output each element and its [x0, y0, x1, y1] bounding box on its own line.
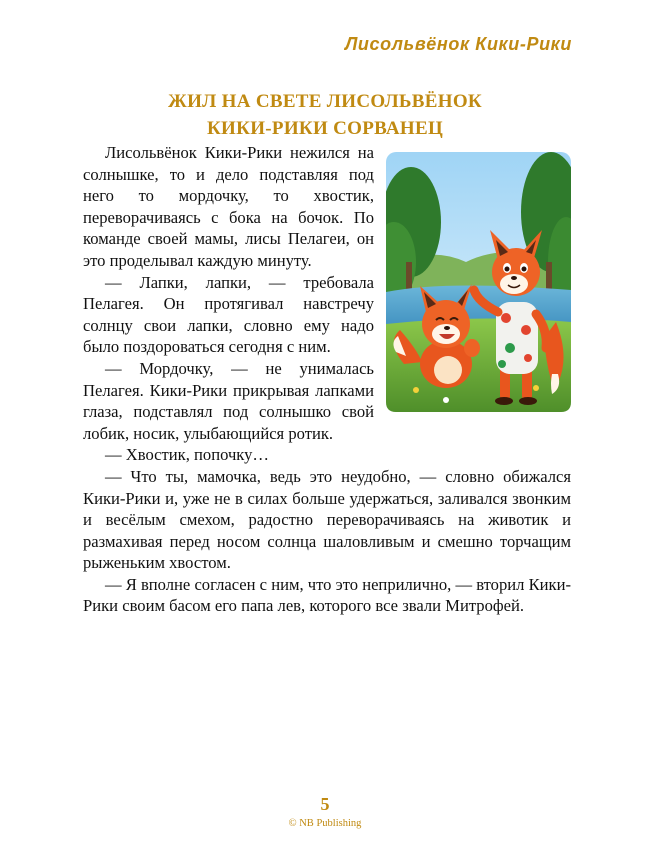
paragraph-6: — Я вполне согласен с ним, что это неприлично, — вторил Кики-Рики своим басом его папа лев, которого все звали Митрофей. — [83, 574, 571, 616]
publisher-credit: © NB Publishing — [288, 818, 362, 829]
paragraph-5: — Что ты, мамочка, ведь это неудобно, — словно обижался Кики-Рики и, уже не в силах больше удержаться, заливался звонким и весёлым смехом, радостно переворачиваясь на животик и размахивая перед носом солнца шаловливым и смешно торчащим рыженьким хвостом. — [83, 466, 571, 573]
page-number: 5 — [320, 794, 330, 814]
paragraph-2: — Лапки, лапки, — требовала Пелагея. Он протягивал навстречу солнцу свои лапки, словно ему надо было поздороваться сегодня с ним. — [83, 272, 374, 357]
illustration-image — [386, 152, 571, 412]
chapter-title-line-2: КИКИ-РИКИ СОРВАНЕЦ — [206, 118, 444, 139]
chapter-title-line-1: ЖИЛ НА СВЕТЕ ЛИСОЛЬВЁНОК — [168, 91, 482, 112]
running-head-title: Лисольвёнок Кики-Рики — [344, 34, 572, 54]
paragraph-3: — Мордочку, — не унималась Пелагея. Кики-Рики прикрывая лапками глаза, подставлял под солнышко свой лобик, носик, улыбающийся ротик. — [83, 358, 374, 443]
paragraph-1: Лисольвёнок Кики-Рики нежился на солнышке, то и дело подставляя под него то мордочку, то хвостик, переворачиваясь с бока на бочок. По команде своей мамы, лисы Пелагеи, он это проделывал каждую минуту. — [83, 143, 374, 270]
paragraph-4: — Хвостик, попочку… — [105, 445, 270, 465]
chapter-title — [80, 88, 570, 142]
fox-family-illustration — [386, 152, 571, 412]
chapter-body — [83, 142, 571, 617]
